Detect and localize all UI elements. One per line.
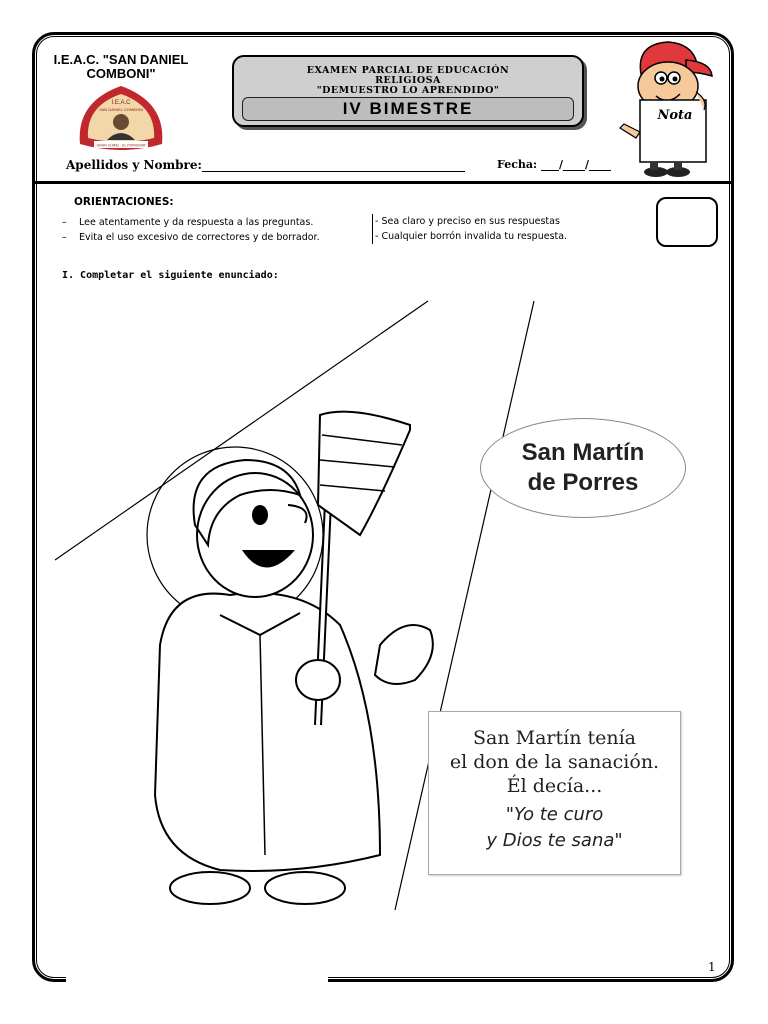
date-month-line[interactable] xyxy=(563,159,585,171)
header-divider xyxy=(35,181,732,184)
mascot-hand xyxy=(620,124,640,138)
logo-arc-text: SAN DANIEL COMBONI xyxy=(99,107,143,112)
broom-head xyxy=(318,412,410,535)
saint-eye xyxy=(252,505,268,525)
page-number: 1 xyxy=(708,960,716,974)
orientation-item: – Lee atentamente y da respuesta a las preguntas. xyxy=(62,217,314,228)
quote-line3: Él decía... xyxy=(506,775,603,797)
school-name: I.E.A.C. "SAN DANIEL COMBONI" xyxy=(53,52,189,81)
saint-hand-left xyxy=(296,660,340,700)
quote-line4: "Yo te curo xyxy=(505,804,604,825)
speech-bubble xyxy=(480,418,686,518)
saint-hand-right xyxy=(375,625,433,684)
orientations-title: ORIENTACIONES: xyxy=(74,196,174,208)
exam-title-line3: "DEMUESTRO LO APRENDIDO" xyxy=(316,85,500,96)
saint-sandal-left xyxy=(170,872,250,904)
quote-box xyxy=(428,711,681,875)
name-label: Apellidos y Nombre: xyxy=(66,158,202,172)
saint-sandal-right xyxy=(265,872,345,904)
footer-gap xyxy=(66,976,328,988)
bimester-banner: IV BIMESTRE xyxy=(242,97,574,121)
date-year-line[interactable] xyxy=(589,159,611,171)
score-box[interactable] xyxy=(656,197,718,247)
bubble-line2: de Porres xyxy=(527,469,639,496)
cartoon-mascot-illustration xyxy=(616,36,716,178)
date-label: Fecha: xyxy=(497,158,538,171)
exam-title-box xyxy=(232,55,584,127)
quote-line2: el don de la sanación. xyxy=(449,751,660,773)
logo-top-text: I.E.A.C xyxy=(111,100,131,106)
saint-robe xyxy=(155,593,380,871)
exam-title-line2: RELIGIOSA xyxy=(375,75,441,86)
orientation-item: - Cualquier borrón invalida tu respuesta. xyxy=(375,231,568,242)
orientation-item: – Evita el uso excesivo de correctores y de borrador. xyxy=(62,232,320,243)
orientations-right-list xyxy=(372,214,567,244)
logo-portrait-head xyxy=(113,114,129,130)
bubble-line1: San Martín xyxy=(521,439,645,466)
name-field[interactable] xyxy=(66,158,465,172)
logo-bottom-text: GRAN CHIMÚ - EL PORVENIR xyxy=(96,143,146,148)
orientation-item: - Sea claro y preciso en sus respuestas xyxy=(375,216,560,227)
exam-title-line1: EXAMEN PARCIAL DE EDUCACIÓN xyxy=(306,65,510,76)
school-logo xyxy=(72,82,170,152)
date-field[interactable]: Fecha: / / xyxy=(497,158,611,171)
date-day-line[interactable] xyxy=(541,159,559,171)
grade-label: Nota xyxy=(657,108,693,123)
name-line[interactable] xyxy=(202,159,465,172)
section-title: I. Completar el siguiente enunciado: xyxy=(62,270,279,281)
orientations-left-list xyxy=(62,215,320,245)
quote-line5: y Dios te sana" xyxy=(486,830,623,851)
quote-line1: San Martín tenía xyxy=(473,727,636,749)
